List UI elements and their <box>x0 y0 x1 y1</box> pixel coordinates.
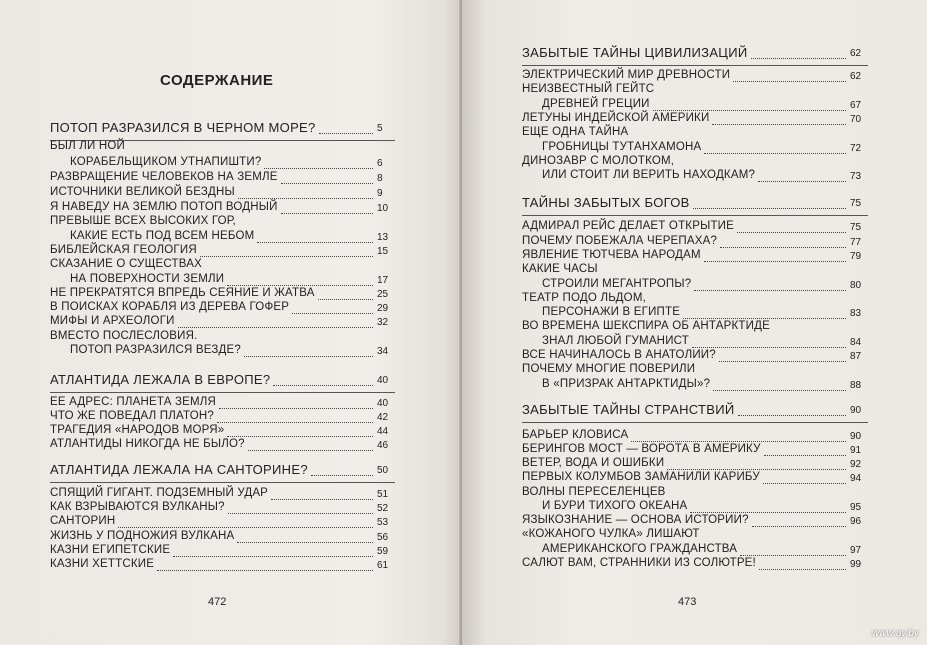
dot-leader <box>244 355 373 357</box>
toc-entry <box>542 169 755 181</box>
toc-entry-title: КОРАБЕЛЬЩИКОМ УТНАПИШТИ? <box>70 156 262 168</box>
toc-page-number: 17 <box>377 275 389 286</box>
toc-entry <box>50 424 224 436</box>
toc-entry-title: ГРОБНИЦЫ ТУТАНХАМОНА <box>542 141 702 153</box>
toc-entry <box>50 186 235 198</box>
toc-entry-title: КАКИЕ ЧАСЫ <box>522 263 598 275</box>
toc-entry-title: СКАЗАНИЕ О СУЩЕСТВАХ <box>50 258 202 270</box>
section-rule <box>50 392 395 393</box>
dot-leader <box>281 182 373 184</box>
dot-leader <box>759 568 846 570</box>
toc-page-number: 46 <box>377 440 389 451</box>
toc-entry <box>50 515 115 527</box>
toc-entry <box>522 220 734 232</box>
toc-entry-title: ТРАГЕДИЯ «НАРОДОВ МОРЯ» <box>50 424 225 436</box>
toc-section-heading <box>50 120 316 135</box>
dot-leader <box>248 449 373 451</box>
dot-leader <box>712 123 846 125</box>
toc-page-number: 62 <box>850 71 862 82</box>
toc-section-heading <box>522 195 690 210</box>
toc-page-number: 90 <box>850 431 862 442</box>
toc-entry <box>50 396 216 408</box>
dot-leader <box>720 246 846 248</box>
toc-entry <box>522 320 770 332</box>
dot-leader <box>219 407 373 409</box>
toc-page-number: 80 <box>850 280 862 291</box>
left-page <box>0 0 462 645</box>
toc-entry-title: БЫЛ ЛИ НОЙ <box>50 140 125 152</box>
toc-page-number: 9 <box>377 188 383 199</box>
dot-leader <box>217 421 373 423</box>
dot-leader <box>237 541 373 543</box>
dot-leader <box>692 346 846 348</box>
toc-entry <box>50 201 278 213</box>
toc-entry <box>50 215 236 227</box>
toc-entry-title: АТЛАНТИДА ЛЕЖАЛА В ЕВРОПЕ? <box>50 372 271 387</box>
toc-entry-title: ИСТОЧНИКИ ВЕЛИКОЙ БЕЗДНЫ <box>50 186 235 198</box>
toc-page-number: 32 <box>377 317 389 328</box>
toc-entry <box>522 112 709 124</box>
toc-entry <box>542 500 687 512</box>
toc-entry-title: КАЗНИ ХЕТТСКИЕ <box>50 558 155 570</box>
toc-section-heading <box>522 45 748 60</box>
toc-entry-title: БИБЛЕЙСКАЯ ГЕОЛОГИЯ <box>50 244 197 256</box>
toc-entry-title: КАЗНИ ЕГИПЕТСКИЕ <box>50 544 171 556</box>
toc-entry <box>50 171 278 183</box>
toc-page-number: 83 <box>850 308 862 319</box>
dot-leader <box>257 241 373 243</box>
toc-entry-title: СПЯЩИЙ ГИГАНТ. ПОДЗЕМНЫЙ УДАР <box>50 487 269 499</box>
toc-entry-title: ЯВЛЕНИЕ ТЮТЧЕВА НАРОДАМ <box>522 249 701 261</box>
toc-page-number: 73 <box>850 171 862 182</box>
toc-entry-title: АТЛАНТИДА ЛЕЖАЛА НА САНТОРИНЕ? <box>50 462 308 477</box>
toc-entry-title: ЕЕ АДРЕС: ПЛАНЕТА ЗЕМЛЯ <box>50 396 217 408</box>
toc-entry <box>50 140 125 152</box>
toc-entry-title: «КОЖАНОГО ЧУЛКА» ЛИШАЮТ <box>522 528 700 540</box>
toc-entry-title: НЕ ПРЕКРАТЯТСЯ ВПРЕДЬ СЕЯНИЕ И ЖАТВА <box>50 287 315 299</box>
dot-leader <box>751 57 846 59</box>
section-rule <box>50 482 395 483</box>
toc-entry <box>542 543 737 555</box>
toc-page-number: 50 <box>377 465 389 476</box>
dot-leader <box>758 180 846 182</box>
toc-page-number: 62 <box>850 48 862 59</box>
toc-entry <box>50 258 202 270</box>
toc-entry <box>542 98 650 110</box>
toc-entry-title: БАРЬЕР КЛОВИСА <box>522 429 629 441</box>
toc-entry-title: ВОЛНЫ ПЕРЕСЕЛЕНЦЕВ <box>522 486 666 498</box>
toc-entry-title: КАКИЕ ЕСТЬ ПОД ВСЕМ НЕБОМ <box>70 230 255 242</box>
toc-entry-title: САНТОРИН <box>50 515 116 527</box>
toc-entry <box>522 349 716 361</box>
toc-page-number: 90 <box>850 405 862 416</box>
toc-page-number: 42 <box>377 412 389 423</box>
page-title: СОДЕРЖАНИЕ <box>160 72 274 89</box>
toc-entry <box>542 278 691 290</box>
toc-entry-title: ПРЕВЫШЕ ВСЕХ ВЫСОКИХ ГОР, <box>50 215 236 227</box>
dot-leader <box>238 197 373 199</box>
toc-page-number: 40 <box>377 398 389 409</box>
toc-page-number: 75 <box>850 222 862 233</box>
toc-entry-title: ДРЕВНЕЙ ГРЕЦИИ <box>542 98 650 110</box>
dot-leader <box>319 132 373 134</box>
toc-page-number: 84 <box>850 337 862 348</box>
right-page <box>462 0 927 645</box>
dot-leader <box>157 569 373 571</box>
toc-entry-title: ПЕРВЫХ КОЛУМБОВ ЗАМАНИЛИ КАРИБУ <box>522 471 760 483</box>
toc-entry <box>522 249 701 261</box>
toc-page-number: 61 <box>377 560 389 571</box>
dot-leader <box>713 389 846 391</box>
toc-entry-title: ДИНОЗАВР С МОЛОТКОМ, <box>522 155 675 167</box>
toc-page-number: 59 <box>377 546 389 557</box>
toc-page-number: 6 <box>377 158 383 169</box>
toc-entry <box>50 301 289 313</box>
toc-entry-title: ЕЩЕ ОДНА ТАЙНА <box>522 126 629 138</box>
toc-entry <box>50 558 154 570</box>
left-page-number: 472 <box>208 596 227 608</box>
toc-page-number: 52 <box>377 503 389 514</box>
toc-entry <box>522 363 695 375</box>
toc-entry-title: ПОЧЕМУ ПОБЕЖАЛА ЧЕРЕПАХА? <box>522 235 718 247</box>
toc-entry-title: МИФЫ И АРХЕОЛОГИ <box>50 315 175 327</box>
dot-leader <box>737 231 846 233</box>
toc-entry <box>542 378 710 390</box>
toc-entry-title: И БУРИ ТИХОГО ОКЕАНА <box>542 500 688 512</box>
toc-entry <box>50 487 268 499</box>
toc-entry <box>50 501 225 513</box>
toc-entry-title: ЗАБЫТЫЕ ТАЙНЫ СТРАНСТВИЙ <box>522 402 735 417</box>
toc-entry-title: ПОЧЕМУ МНОГИЕ ПОВЕРИЛИ <box>522 363 696 375</box>
toc-entry-title: В «ПРИЗРАК АНТАРКТИДЫ»? <box>542 378 711 390</box>
dot-leader <box>752 525 846 527</box>
toc-entry <box>70 230 254 242</box>
dot-leader <box>271 498 373 500</box>
dot-leader <box>694 289 846 291</box>
toc-entry-title: ВСЕ НАЧИНАЛОСЬ В АНАТОЛИИ? <box>522 349 716 361</box>
dot-leader <box>704 152 846 154</box>
toc-entry <box>50 410 214 422</box>
toc-page-number: 92 <box>850 459 862 470</box>
toc-entry-title: ТАЙНЫ ЗАБЫТЫХ БОГОВ <box>522 195 690 210</box>
toc-entry-title: Я НАВЕДУ НА ЗЕМЛЮ ПОТОП ВОДНЫЙ <box>50 201 278 213</box>
toc-entry <box>542 141 701 153</box>
toc-page-number: 56 <box>377 532 389 543</box>
toc-entry-title: ПОТОП РАЗРАЗИЛСЯ ВЕЗДЕ? <box>70 344 242 356</box>
dot-leader <box>704 260 846 262</box>
toc-entry-title: ИЛИ СТОИТ ЛИ ВЕРИТЬ НАХОДКАМ? <box>542 169 756 181</box>
toc-section-heading <box>50 462 308 477</box>
dot-leader <box>178 326 373 328</box>
toc-entry-title: РАЗВРАЩЕНИЕ ЧЕЛОВЕКОВ НА ЗЕМЛЕ <box>50 171 278 183</box>
toc-entry <box>70 344 241 356</box>
toc-page-number: 44 <box>377 426 389 437</box>
toc-entry-title: ЖИЗНЬ У ПОДНОЖИЯ ВУЛКАНА <box>50 530 235 542</box>
toc-entry <box>50 244 197 256</box>
dot-leader <box>227 284 373 286</box>
toc-entry-title: ЧТО ЖЕ ПОВЕДАЛ ПЛАТОН? <box>50 410 214 422</box>
toc-page-number: 77 <box>850 237 862 248</box>
watermark: www.ay.by <box>871 628 919 639</box>
toc-entry-title: ПОТОП РАЗРАЗИЛСЯ В ЧЕРНОМ МОРЕ? <box>50 120 316 135</box>
toc-entry <box>522 528 700 540</box>
dot-leader <box>693 207 846 209</box>
toc-page-number: 70 <box>850 114 862 125</box>
toc-entry-title: ТЕАТР ПОДО ЛЬДОМ, <box>522 292 646 304</box>
toc-page-number: 5 <box>377 123 383 134</box>
toc-entry <box>50 530 234 542</box>
toc-entry <box>522 292 646 304</box>
toc-page-number: 88 <box>850 380 862 391</box>
toc-page-number: 67 <box>850 100 862 111</box>
toc-page-number: 96 <box>850 516 862 527</box>
toc-entry <box>50 315 175 327</box>
toc-entry <box>50 330 198 342</box>
toc-entry-title: ВЕТЕР, ВОДА И ОШИБКИ <box>522 457 665 469</box>
dot-leader <box>273 384 373 386</box>
toc-entry-title: ВО ВРЕМЕНА ШЕКСПИРА ОБ АНТАРКТИДЕ <box>522 320 770 332</box>
dot-leader <box>738 414 846 416</box>
toc-page-number: 87 <box>850 351 862 362</box>
dot-leader <box>173 555 373 557</box>
toc-entry <box>522 486 666 498</box>
toc-entry-title: В ПОИСКАХ КОРАБЛЯ ИЗ ДЕРЕВА ГОФЕР <box>50 301 290 313</box>
toc-entry <box>522 235 717 247</box>
toc-entry <box>50 287 315 299</box>
toc-page-number: 8 <box>377 173 383 184</box>
toc-entry-title: КАК ВЗРЫВАЮТСЯ ВУЛКАНЫ? <box>50 501 225 513</box>
toc-entry <box>70 156 261 168</box>
toc-entry-title: ЭЛЕКТРИЧЕСКИЙ МИР ДРЕВНОСТИ <box>522 69 731 81</box>
dot-leader <box>690 511 846 513</box>
dot-leader <box>228 512 373 514</box>
dot-leader <box>292 312 373 314</box>
toc-page-number: 99 <box>850 559 862 570</box>
dot-leader <box>667 468 846 470</box>
dot-leader <box>653 109 846 111</box>
toc-entry <box>522 471 760 483</box>
dot-leader <box>719 360 846 362</box>
toc-entry <box>522 429 628 441</box>
toc-page-number: 79 <box>850 251 862 262</box>
dot-leader <box>281 212 373 214</box>
toc-page-number: 97 <box>850 545 862 556</box>
dot-leader <box>227 435 373 437</box>
toc-entry-title: СТРОИЛИ МЕГАНТРОПЫ? <box>542 278 692 290</box>
dot-leader <box>764 454 846 456</box>
toc-entry <box>522 263 598 275</box>
dot-leader <box>200 255 373 257</box>
toc-entry-title: ЯЗЫКОЗНАНИЕ — ОСНОВА ИСТОРИИ? <box>522 514 749 526</box>
toc-entry <box>522 126 628 138</box>
toc-page-number: 53 <box>377 517 389 528</box>
toc-entry-title: БЕРИНГОВ МОСТ — ВОРОТА В АМЕРИКУ <box>522 443 761 455</box>
toc-entry-title: АМЕРИКАНСКОГО ГРАЖДАНСТВА <box>542 543 738 555</box>
toc-entry-title: ПЕРСОНАЖИ В ЕГИПТЕ <box>542 306 681 318</box>
toc-section-heading <box>522 402 735 417</box>
toc-entry <box>522 69 730 81</box>
section-rule <box>522 65 868 66</box>
toc-entry-title: ЗАБЫТЫЕ ТАЙНЫ ЦИВИЛИЗАЦИЙ <box>522 45 748 60</box>
toc-entry <box>50 438 245 450</box>
toc-entry <box>70 273 224 285</box>
toc-page-number: 91 <box>850 445 862 456</box>
toc-entry-title: НА ПОВЕРХНОСТИ ЗЕМЛИ <box>70 273 225 285</box>
toc-entry <box>522 443 761 455</box>
toc-page-number: 34 <box>377 346 389 357</box>
dot-leader <box>740 554 846 556</box>
right-page-number: 473 <box>678 596 697 608</box>
dot-leader <box>631 440 846 442</box>
dot-leader <box>264 167 373 169</box>
toc-page-number: 51 <box>377 489 389 500</box>
toc-section-heading <box>50 372 270 387</box>
toc-entry-title: АДМИРАЛ РЕЙС ДЕЛАЕТ ОТКРЫТИЕ <box>522 220 735 232</box>
toc-entry <box>522 155 674 167</box>
toc-entry <box>542 335 689 347</box>
toc-page-number: 75 <box>850 198 862 209</box>
toc-entry <box>522 457 664 469</box>
section-rule <box>522 422 868 423</box>
dot-leader <box>683 317 846 319</box>
dot-leader <box>318 298 373 300</box>
dot-leader <box>733 80 846 82</box>
toc-page-number: 94 <box>850 473 862 484</box>
dot-leader <box>118 526 373 528</box>
dot-leader <box>311 474 373 476</box>
toc-page-number: 15 <box>377 246 389 257</box>
toc-entry <box>522 514 749 526</box>
toc-page-number: 10 <box>377 203 389 214</box>
dot-leader <box>763 482 846 484</box>
toc-page-number: 95 <box>850 502 862 513</box>
toc-entry-title: ЛЕТУНЫ ИНДЕЙСКОЙ АМЕРИКИ <box>522 112 710 124</box>
section-rule <box>522 215 868 216</box>
toc-entry <box>542 306 680 318</box>
toc-page-number: 13 <box>377 232 389 243</box>
toc-entry-title: САЛЮТ ВАМ, СТРАННИКИ ИЗ СОЛЮТРЕ! <box>522 557 756 569</box>
toc-entry <box>50 544 170 556</box>
toc-entry-title: НЕИЗВЕСТНЫЙ ГЕЙТС <box>522 83 655 95</box>
toc-page-number: 29 <box>377 303 389 314</box>
toc-page-number: 25 <box>377 289 389 300</box>
toc-entry-title: АТЛАНТИДЫ НИКОГДА НЕ БЫЛО? <box>50 438 245 450</box>
toc-page-number: 40 <box>377 375 389 386</box>
toc-page-number: 72 <box>850 143 862 154</box>
toc-entry <box>522 83 654 95</box>
toc-entry <box>522 557 756 569</box>
toc-entry-title: ЗНАЛ ЛЮБОЙ ГУМАНИСТ <box>542 335 690 347</box>
toc-entry-title: ВМЕСТО ПОСЛЕСЛОВИЯ. <box>50 330 198 342</box>
